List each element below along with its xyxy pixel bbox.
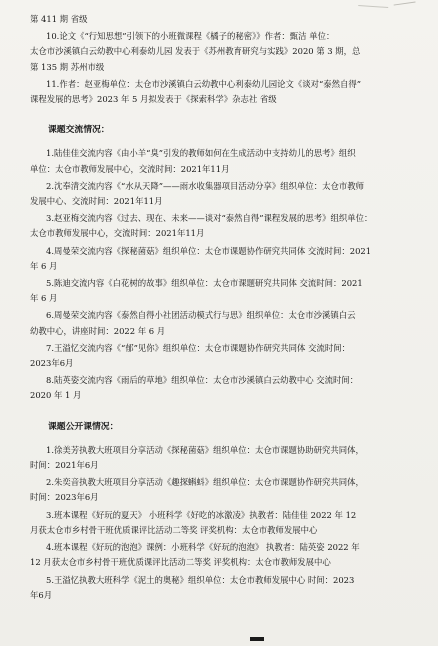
text-line: 2020 年 1 月 [30, 390, 82, 401]
text-line: 第 411 期 省级 [30, 14, 88, 24]
text-line: 幼教中心，讲座时间：2022 年 6 月 [30, 325, 166, 336]
text-line: 年 6 月 [30, 260, 58, 271]
text-line: 课程发展的思考》2023 年 5 月拟发表于《探索科学》杂志社 省级 [30, 94, 277, 105]
exchange-item: 1.陆佳佳交流内容《由小羊“臭”引发的教师如何在生成活动中支持幼儿的思考》组织 [46, 148, 356, 159]
open-class-item: 3.班本课程《好玩的夏天》 小班科学《好吃的冰激凌》执教者：陆佳佳 2022 年 12 [46, 509, 357, 520]
text-line: 年6月 [30, 589, 53, 600]
exchange-item: 3.赵亚梅交流内容《过去、现在、未来——谈对“泰然自得”课程发展的思考》组织单位： [46, 213, 373, 224]
text-line: 太仓市教师发展中心，交流时间：2021年11月 [30, 228, 205, 239]
section-title-open-class: 课题公开课情况： [48, 421, 119, 432]
document-body [30, 12, 422, 603]
exchange-item: 2.沈奉清交流内容《“水从天降”——雨水收集器项目活动分享》组织单位：太仓市教师 [46, 180, 365, 191]
text-line: 太仓市沙溪镇白云幼教中心利泰幼儿园 发表于《苏州教育研究与实践》2020 第 3 期，总 [30, 46, 361, 57]
text-line: 2023年6月 [30, 358, 74, 369]
open-class-item: 5.王溢忆执教大班科学《泥土的奥秘》组织单位：太仓市教师发展中心 时间：2023 [46, 574, 355, 585]
exchange-item: 6.周曼荣交流内容《泰然自得小社团活动模式行与思》组织单位：太仓市沙溪镇白云 [46, 310, 356, 321]
open-class-item: 1.徐美芳执教大班项目分享活动《探秘菌菇》组织单位：太仓市课题协助研究共同体， [46, 444, 364, 455]
paper-item-11: 11.作者：赵亚梅单位：太仓市沙溪镇白云幼教中心利泰幼儿园论文《谈对“泰然自得” [46, 78, 362, 89]
text-line: 时间：2021年6月 [30, 460, 99, 471]
exchange-item: 5.陈迪交流内容《白花树的故事》组织单位：太仓市课题研究共同体 交流时间：2021 [46, 278, 363, 289]
open-class-item: 4.班本课程《好玩的泡泡》课例：小班科学《好玩的泡泡》 执教者：陆英姿 2022 年 [46, 542, 360, 553]
exchange-item: 7.王溢忆交流内容《“郁”见你》组织单位：太仓市课题协作研究共同体 交流时间： [46, 342, 350, 353]
section-title-exchange: 课题交流情况： [48, 125, 110, 136]
text-line: 单位：太仓市教师发展中心，交流时间：2021年11月 [30, 163, 230, 174]
paper-item-10: 10.论文《“行知思想”引领下的小班微课程《橘子的秘密》》作者：甄洁 单位： [46, 31, 335, 42]
text-line: 第 135 期 苏州市级 [30, 61, 105, 72]
pen-mark [394, 2, 417, 12]
exchange-item: 4.周曼荣交流内容《探秘菌菇》组织单位：太仓市课题协作研究共同体 交流时间：2021 [46, 245, 372, 256]
open-class-item: 2.朱奕音执教大班项目分享活动《趣探蝌蚪》组织单位：太仓市课题协作研究共同体， [46, 477, 364, 488]
exchange-item: 8.陆英姿交流内容《雨后的草地》组织单位：太仓市沙溪镇白云幼教中心 交流时间： [46, 375, 359, 386]
text-line: 12 月获太仓市乡村骨干班优质课评比活动二等奖 评奖机构：太仓市教师发展中心 [30, 557, 331, 568]
text-line: 时间：2023年6月 [30, 492, 99, 503]
text-line: 月获太仓市乡村骨干班优质课评比活动二等奖 评奖机构：太仓市教师发展中心 [30, 524, 318, 535]
text-line: 发展中心、交流时间：2021年11月 [30, 196, 163, 207]
text-line: 年 6 月 [30, 293, 58, 304]
page-mark [250, 637, 264, 641]
